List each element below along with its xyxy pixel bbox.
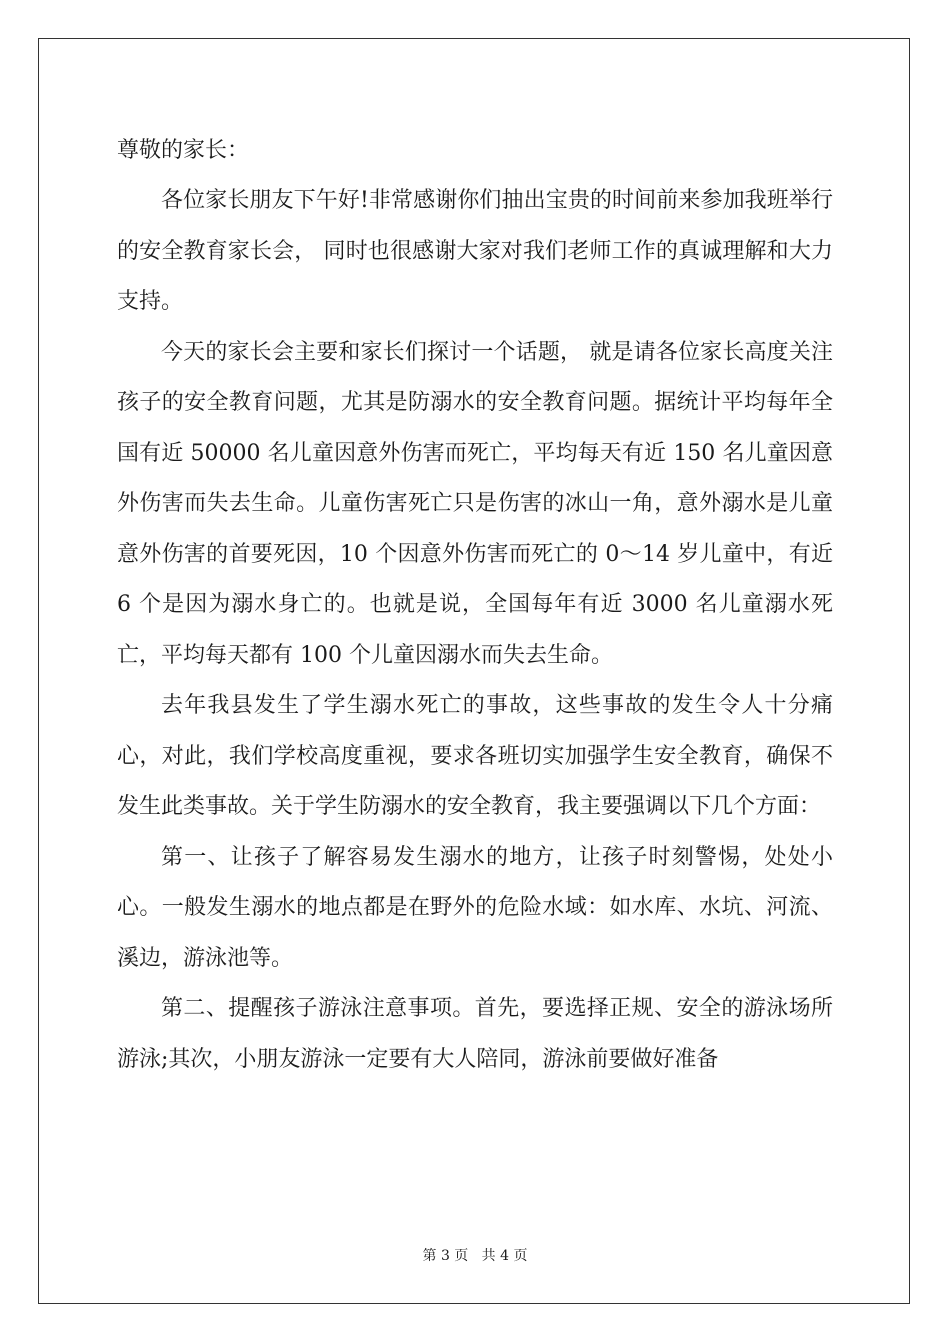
salutation: 尊敬的家长： — [117, 138, 250, 163]
page-total: 共 4 页 — [481, 1248, 528, 1264]
paragraph-5: 第二、提醒孩子游泳注意事项。首先，要选择正规、安全的游泳场所游泳;其次，小朋友游泳一定要有大人陪同，游泳前要做好准备 — [117, 996, 833, 1072]
paragraph-1: 各位家长朋友下午好!非常感谢你们抽出宝贵的时间前来参加我班举行的安全教育家长会， 同时也很感谢大家对我们老师工作的真诚理解和大力支持。 — [117, 188, 833, 314]
paragraph-3: 去年我县发生了学生溺水死亡的事故，这些事故的发生令人十分痛心，对此，我们学校高度重视，要求各班切实加强学生安全教育，确保不发生此类事故。关于学生防溺水的安全教育，我主要强调以下几个方面： — [117, 693, 833, 819]
page-footer — [0, 1246, 950, 1266]
paragraph-4: 第一、让孩子了解容易发生溺水的地方，让孩子时刻警惕，处处小心。一般发生溺水的地点都是在野外的危险水域：如水库、水坑、河流、溪边，游泳池等。 — [117, 844, 833, 971]
page-number: 第 3 页 — [422, 1248, 469, 1264]
paragraph-2: 今天的家长会主要和家长们探讨一个话题， 就是请各位家长高度关注孩子的安全教育问题，尤其是防溺水的安全教育问题。据统计平均每年全国有近 50000 名儿童因意外伤害而死亡，平均每天有近 150 名儿童因意外伤害而失去生命。儿童伤害死亡只是伤害的冰山一角，意外溺水是儿童意外伤害的首要死因，10 个因意外伤害而死亡的 0～14 岁儿童中，有近 6 个是因为溺水身亡的。也就是说，全国每年有近 3000 名儿童溺水死亡，平均每天都有 100 个儿童因溺水而失去生命。 — [117, 339, 833, 668]
document-body — [117, 126, 833, 1085]
